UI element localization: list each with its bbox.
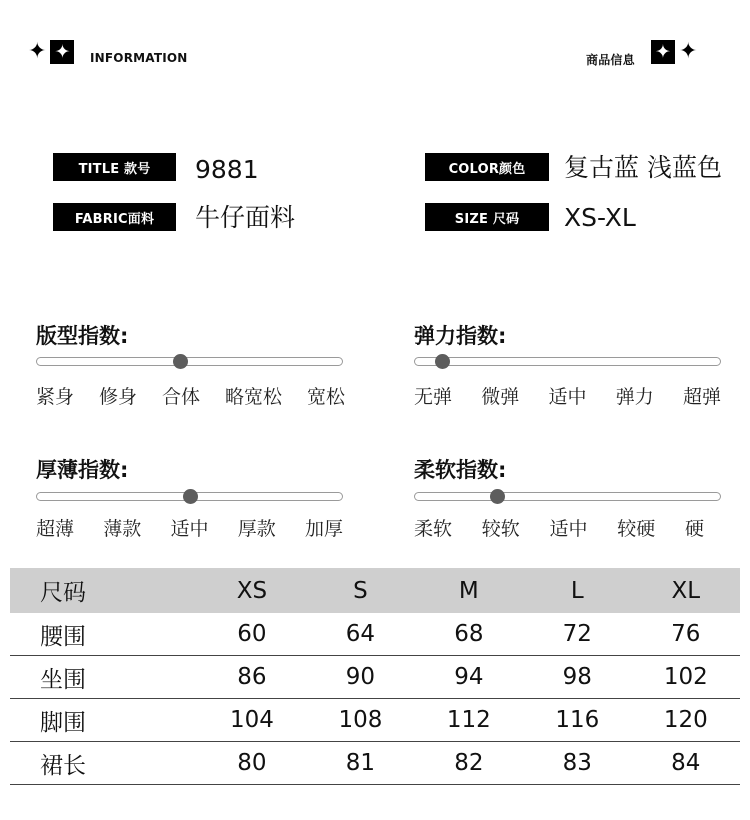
thickness-label: 加厚 — [304, 518, 343, 540]
thickness-label: 薄款 — [103, 518, 142, 540]
softness-labels — [414, 514, 704, 541]
table-cell: 脚围 — [40, 709, 86, 736]
table-cell: 90 — [345, 664, 376, 690]
elasticity-slider-track — [414, 357, 721, 366]
table-cell: 68 — [454, 621, 484, 647]
softness-label: 较硬 — [617, 518, 656, 540]
table-cell: 72 — [562, 621, 592, 647]
star-icon: ✦ — [50, 40, 74, 64]
thickness-label: 超薄 — [36, 518, 75, 540]
size-table — [10, 568, 740, 785]
fit-label: 合体 — [161, 386, 200, 408]
table-row — [10, 613, 740, 656]
table-cell: 112 — [446, 707, 491, 733]
thickness-slider-knob — [183, 489, 198, 504]
table-cell: 裙长 — [40, 752, 86, 779]
table-cell: 94 — [454, 664, 484, 690]
table-cell: 80 — [237, 750, 267, 776]
table-header-cell: XL — [671, 577, 701, 604]
fabric-tag: FABRIC面料 — [53, 203, 176, 231]
fit-label: 修身 — [98, 386, 137, 408]
elasticity-index-title: 弹力指数: — [414, 324, 507, 348]
table-cell: 坐围 — [40, 666, 86, 693]
star-icon: ✦ — [651, 40, 675, 64]
table-cell: 83 — [562, 750, 592, 776]
fit-labels — [36, 382, 345, 409]
size-value: XS-XL — [564, 203, 636, 232]
fit-label: 略宽松 — [224, 386, 282, 408]
table-cell: 腰围 — [40, 623, 86, 650]
table-cell: 120 — [663, 707, 708, 733]
table-header-cell: L — [570, 577, 584, 604]
table-row — [10, 656, 740, 699]
fit-slider-track — [36, 357, 343, 366]
title-tag: TITLE 款号 — [53, 153, 176, 181]
table-cell: 82 — [454, 750, 484, 776]
softness-label: 柔软 — [414, 518, 453, 540]
elasticity-label: 弹力 — [615, 386, 654, 408]
softness-label: 适中 — [549, 518, 588, 540]
header-information: INFORMATION — [90, 51, 188, 65]
thickness-labels — [36, 514, 343, 541]
table-cell: 76 — [671, 621, 701, 647]
table-cell: 86 — [237, 664, 267, 690]
softness-slider-track — [414, 492, 721, 501]
elasticity-label: 适中 — [548, 386, 587, 408]
softness-label: 较软 — [481, 518, 520, 540]
header-product-info: 商品信息 — [586, 53, 635, 67]
fit-slider-knob — [173, 354, 188, 369]
table-header-cell: M — [458, 577, 479, 604]
fit-label: 宽松 — [306, 386, 345, 408]
table-cell: 84 — [671, 750, 701, 776]
elasticity-label: 微弹 — [481, 386, 520, 408]
table-cell: 60 — [237, 621, 267, 647]
size-tag: SIZE 尺码 — [425, 203, 549, 231]
header-left-stars — [28, 40, 74, 64]
color-value: 复古蓝 浅蓝色 — [564, 153, 722, 182]
thickness-slider-track — [36, 492, 343, 501]
star-icon: ✦ — [28, 39, 47, 64]
elasticity-labels — [414, 382, 721, 409]
star-icon: ✦ — [679, 39, 698, 64]
table-row — [10, 699, 740, 742]
fit-label: 紧身 — [36, 386, 75, 408]
color-tag: COLOR颜色 — [425, 153, 549, 181]
table-cell: 98 — [562, 664, 592, 690]
fit-index-title: 版型指数: — [36, 324, 129, 348]
table-header-cell: 尺码 — [40, 580, 86, 606]
thickness-label: 厚款 — [237, 518, 276, 540]
elasticity-label: 无弹 — [414, 386, 453, 408]
table-header-cell: XS — [236, 577, 268, 604]
fabric-value: 牛仔面料 — [195, 203, 296, 232]
title-value: 9881 — [195, 155, 259, 184]
table-cell: 116 — [555, 707, 600, 733]
table-cell: 108 — [338, 707, 383, 733]
table-cell: 81 — [345, 750, 376, 776]
softness-index-title: 柔软指数: — [414, 458, 507, 482]
elasticity-slider-knob — [435, 354, 450, 369]
table-cell: 102 — [663, 664, 708, 690]
header-right-stars — [651, 40, 697, 64]
table-cell: 64 — [345, 621, 376, 647]
softness-slider-knob — [490, 489, 505, 504]
table-header-cell: S — [353, 577, 368, 604]
thickness-index-title: 厚薄指数: — [36, 458, 129, 482]
thickness-label: 适中 — [170, 518, 209, 540]
table-cell: 104 — [229, 707, 274, 733]
table-row — [10, 742, 740, 785]
elasticity-label: 超弹 — [682, 386, 721, 408]
size-table-header — [10, 568, 740, 613]
softness-label: 硬 — [684, 518, 704, 540]
